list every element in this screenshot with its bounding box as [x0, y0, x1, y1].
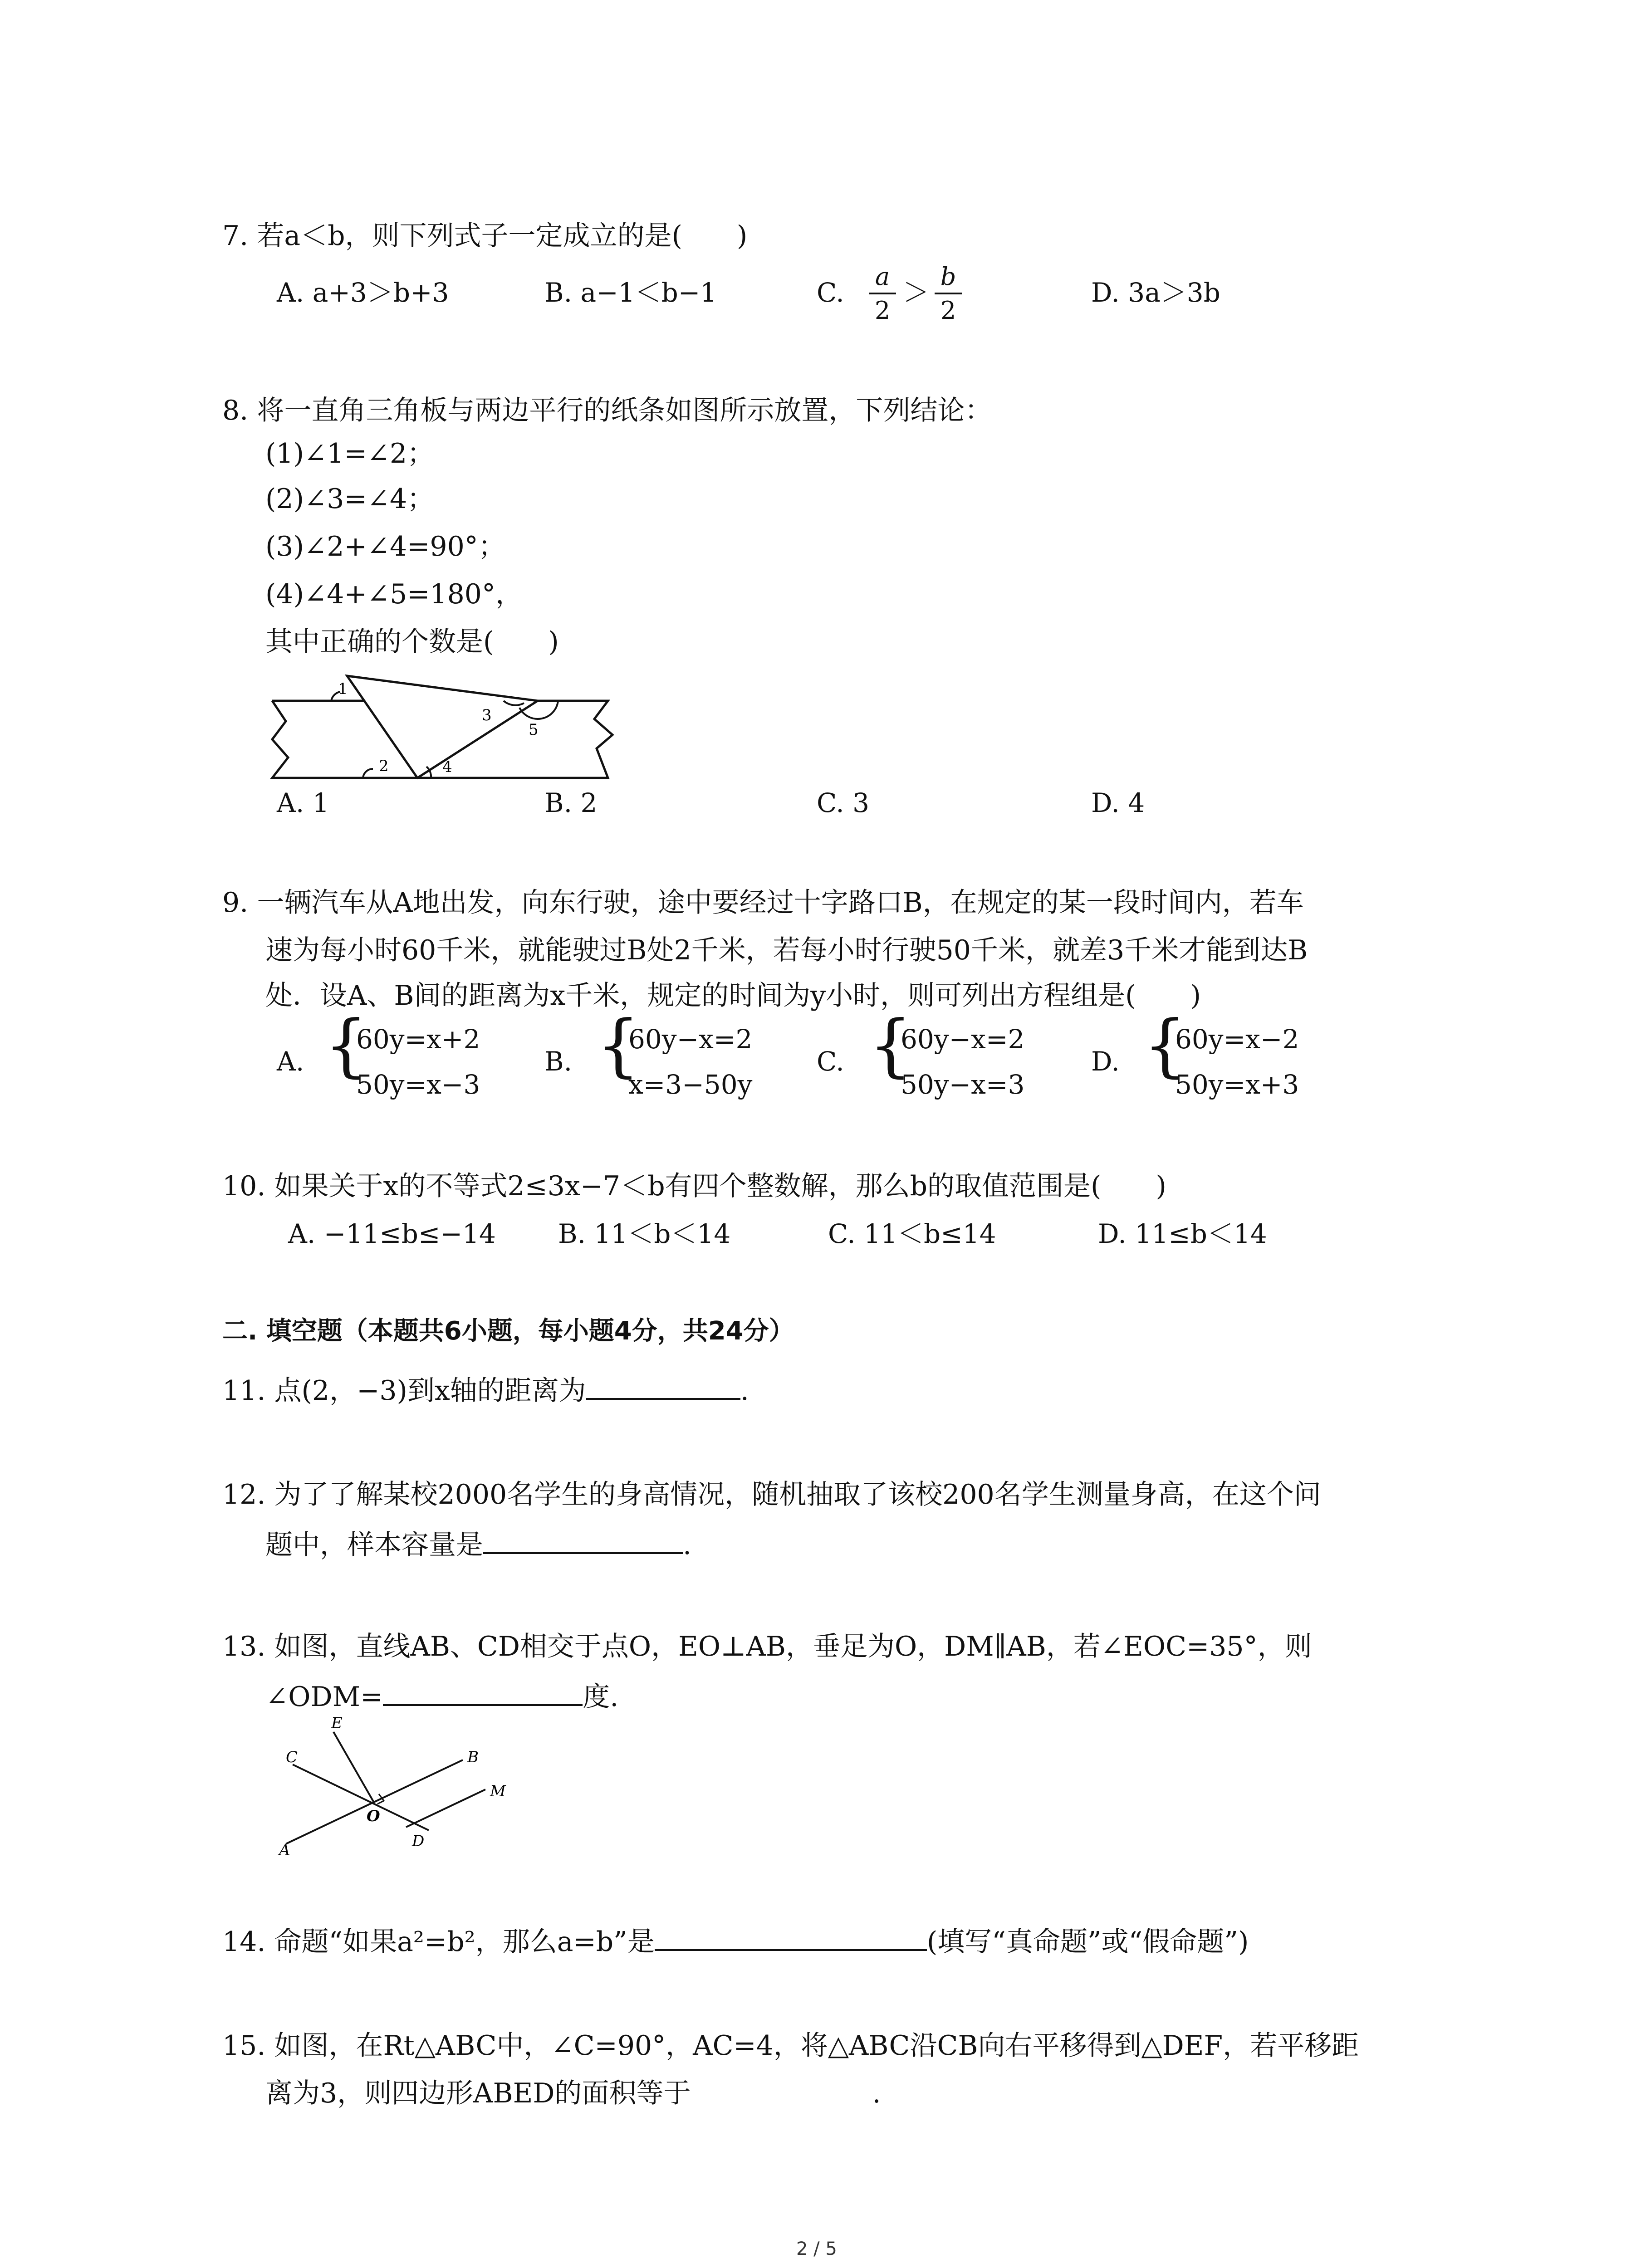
q9-option-b-eq1: 60y−x=2 [628, 1024, 753, 1055]
q9-option-d-label: D. [1091, 1046, 1120, 1077]
q10-option-d: D. 11≤b＜14 [1098, 1218, 1267, 1249]
q7-c-denominator-1: 2 [874, 296, 891, 325]
q9-option-a-eq1: 60y=x+2 [356, 1024, 480, 1055]
q7-option-b: B. a−1＜b−1 [544, 277, 717, 308]
q7-option-d: D. 3a＞3b [1091, 277, 1220, 308]
q13-figure [268, 1710, 540, 1860]
q7-c-denominator-2: 2 [940, 296, 956, 325]
q14-text: 14. 命题“如果a²=b²，那么a=b”是 [222, 1926, 655, 1958]
q13-line-1: 13. 如图，直线AB、CD相交于点O，EO⊥AB，垂足为O，DM∥AB，若∠EOC=35°，则 [222, 1631, 1312, 1662]
section-2-heading: 二. 填空题（本题共6小题，每小题4分，共24分） [222, 1316, 794, 1346]
q8-angle-4-label: 4 [442, 758, 452, 776]
q9-option-a-eq2: 50y=x−3 [356, 1069, 480, 1100]
q13-line-2 [265, 1676, 618, 1715]
q9-option-a-label: A. [277, 1046, 304, 1077]
q9-option-a-brace: { [324, 1006, 368, 1085]
q9-option-c-eq2: 50y−x=3 [901, 1069, 1025, 1100]
page-number: 2 / 5 [796, 2239, 837, 2259]
q12-line-2 [265, 1524, 691, 1563]
q8-question: 其中正确的个数是( ) [265, 626, 559, 658]
q8-stem: 8. 将一直角三角板与两边平行的纸条如图所示放置，下列结论： [222, 395, 992, 426]
q11-answer-blank [586, 1370, 740, 1400]
q9-line-2: 速为每小时60千米，就能驶过B处2千米，若每小时行驶50千米，就差3千米才能到达B [265, 934, 1308, 966]
q7-c-operator: ＞ [903, 277, 930, 308]
q12-period: . [683, 1529, 692, 1561]
q9-option-d-eq1: 60y=x−2 [1175, 1024, 1299, 1055]
q8-angle-1-label: 1 [338, 680, 348, 698]
q8-figure [268, 667, 622, 785]
q13-label-b: B [467, 1748, 479, 1766]
q9-line-3: 处．设A、B间的距离为x千米，规定的时间为y小时，则可列出方程组是( ) [265, 980, 1201, 1012]
q9-option-b-label: B. [544, 1046, 573, 1077]
q10-stem: 10. 如果关于x的不等式2≤3x−7＜b有四个整数解，那么b的取值范围是( ) [222, 1170, 1166, 1202]
q13-label-m: M [490, 1782, 506, 1800]
q8-conclusion-4: (4)∠4+∠5=180°， [265, 578, 523, 610]
q12-answer-blank [483, 1524, 683, 1554]
q9-option-c-brace: { [869, 1006, 912, 1085]
q9-line-1: 9. 一辆汽车从A地出发，向东行驶，途中要经过十字路口B，在规定的某一段时间内，若车 [222, 887, 1304, 919]
q15-line-1: 15. 如图，在Rt△ABC中，∠C=90°，AC=4，将△ABC沿CB向右平移得到△DEF，若平移距 [222, 2030, 1359, 2062]
q8-conclusion-2: (2)∠3=∠4； [265, 483, 435, 515]
q15-period: . [872, 2077, 881, 2109]
q10-option-b: B. 11＜b＜14 [558, 1218, 731, 1249]
q13-label-d: D [412, 1832, 425, 1850]
q11-text: 11. 点(2，−3)到x轴的距离为 [222, 1375, 586, 1407]
q13-label-o: O [367, 1807, 380, 1825]
q7-option-c-label: C. [817, 277, 844, 308]
q8-option-c: C. 3 [817, 787, 870, 818]
q13-label-e: E [331, 1714, 343, 1732]
q15-text: 离为3，则四边形ABED的面积等于 [265, 2077, 691, 2109]
q8-option-b: B. 2 [544, 787, 598, 818]
q7-c-numerator-1: a [875, 262, 890, 291]
q8-option-d: D. 4 [1091, 787, 1145, 818]
q8-conclusion-3: (3)∠2+∠4=90°； [265, 531, 505, 562]
q12-text: 题中，样本容量是 [265, 1529, 483, 1561]
q12-line-1: 12. 为了了解某校2000名学生的身高情况，随机抽取了该校200名学生测量身高，在这个问 [222, 1479, 1321, 1510]
q8-conclusion-1: (1)∠1=∠2； [265, 438, 435, 469]
q8-angle-2-label: 2 [379, 757, 389, 775]
q9-option-b-eq2: x=3−50y [628, 1069, 753, 1100]
q13-label-a: A [279, 1841, 290, 1859]
q10-option-c: C. 11＜b≤14 [828, 1218, 996, 1249]
q14-line [222, 1921, 1249, 1960]
q8-angle-5-label: 5 [529, 721, 539, 739]
q9-option-d-brace: { [1143, 1006, 1187, 1085]
q11-line [222, 1370, 749, 1409]
q9-option-c-label: C. [817, 1046, 844, 1077]
q13-text: ∠ODM= [265, 1681, 383, 1713]
q14-answer-blank [655, 1921, 927, 1951]
q9-option-c-eq1: 60y−x=2 [901, 1024, 1025, 1055]
q13-answer-blank [383, 1676, 583, 1706]
q9-option-b-brace: { [597, 1006, 640, 1085]
q7-stem: 7. 若a＜b，则下列式子一定成立的是( ) [222, 220, 748, 252]
q13-unit: 度. [583, 1681, 619, 1713]
q14-hint: (填写“真命题”或“假命题”) [926, 1926, 1249, 1958]
q7-c-fraction-bar-2 [935, 293, 962, 294]
q7-c-fraction-bar-1 [869, 293, 896, 294]
q9-option-d-eq2: 50y=x+3 [1175, 1069, 1299, 1100]
q13-label-c: C [286, 1748, 298, 1766]
q8-angle-3-label: 3 [482, 706, 492, 724]
q8-option-a: A. 1 [277, 787, 329, 818]
q7-option-a: A. a+3＞b+3 [277, 277, 449, 308]
q10-option-a: A. −11≤b≤−14 [288, 1218, 496, 1249]
q11-period: . [740, 1375, 749, 1407]
q7-c-numerator-2: b [940, 262, 956, 291]
q15-line-2 [265, 2075, 881, 2112]
